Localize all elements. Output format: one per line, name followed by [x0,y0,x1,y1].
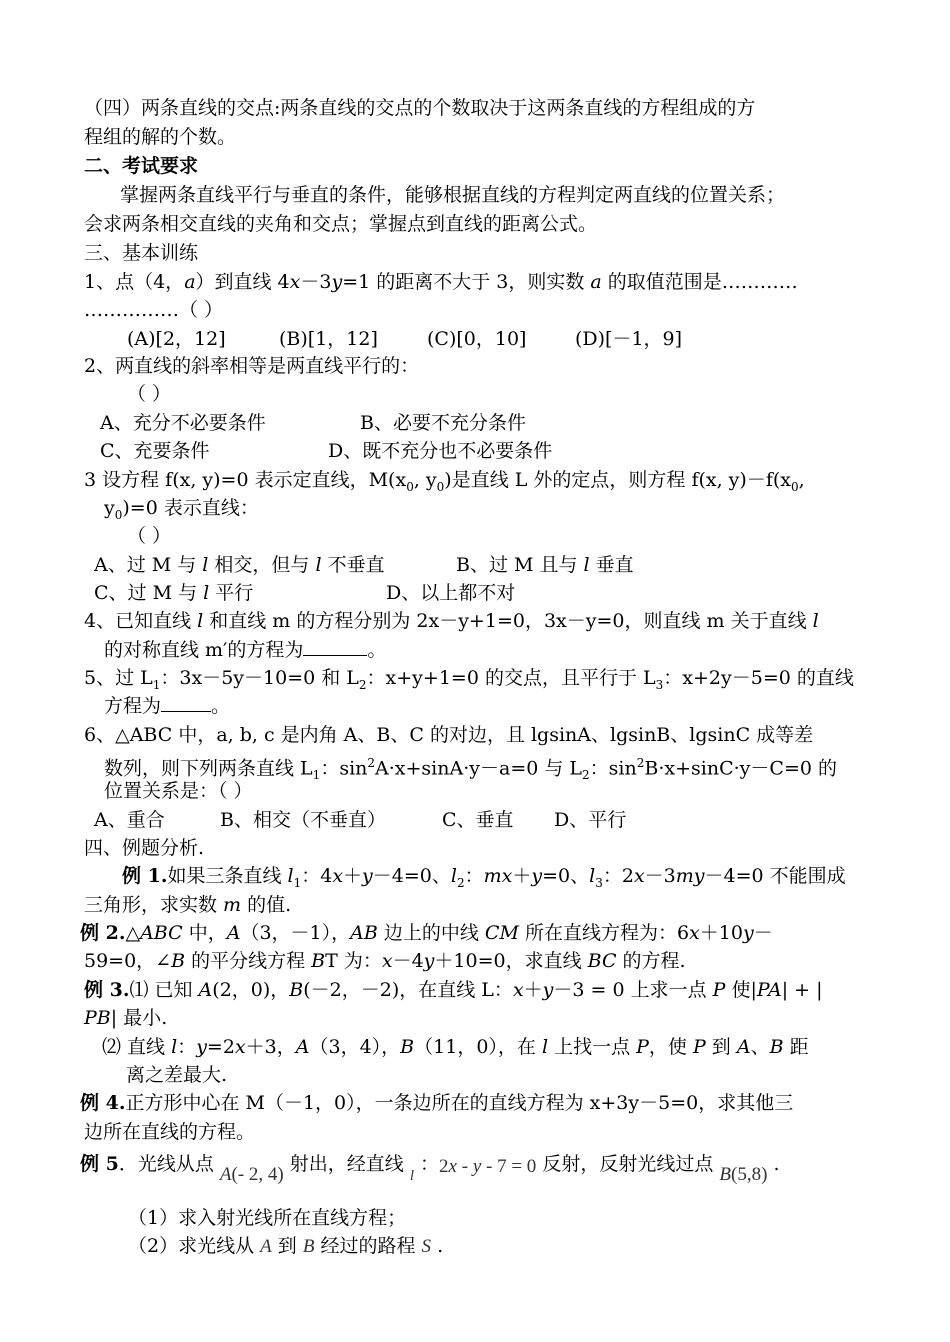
q1-option-b: (B)[1，12] [279,328,378,350]
q6-option-b: B、相交（不垂直） [220,809,386,831]
question-3-options-row2 [94,579,515,607]
q1-option-c: (C)[0，10] [427,328,527,350]
example-5-part1: （1）求入射光线所在直线方程； [128,1207,407,1229]
question-6-line1: 6、△ABC 中，a, b, c 是内角 A、B、C 的对边，且 lgsinA、lgsinB、lgsinC 成等差 [84,724,814,746]
example-1-line1: 例 1.如果三条直线 $l_1$：4x＋y－4=0、$l_2$：mx＋y=0、$l_3$：2x－3my－4=0 不能围成 [122,865,846,890]
example-3-line3: ⑵ 直线 l：y=2x＋3，A（3，4），B（11，0），在 l 上找一点 P，使 P 到 A、B 距 [102,1036,809,1058]
q3-option-c: C、过 M 与 l 平行 [94,582,254,604]
q2-option-d: D、既不充分也不必要条件 [328,440,553,462]
example-3-line1: 例 3.⑴ 已知 A(2，0)，B(－2，－2)，在直线 L：x＋y－3 = 0 上求一点 P 使|PA| + | [84,979,823,1001]
question-1-options [127,325,682,353]
question-2-options-row1 [100,409,526,437]
question-5-line2: 方程为 。 [104,695,231,717]
question-4-line1: 4、已知直线 l 和直线 m 的方程分别为 2x－y+1=0，3x－y=0，则直线 m 关于直线 l [84,610,819,632]
q6-option-a: A、重合 [94,809,165,831]
example-5-part2: （2）求光线从 A 到 B 经过的路程 S . [128,1235,444,1257]
example-2-line1: 例 2.△ABC 中，A（3，－1），AB 边上的中线 CM 所在直线方程为：6x＋10y－ [80,922,773,944]
q1-option-a: (A)[2，12] [127,328,226,350]
heading-examples: 四、例题分析. [84,837,205,859]
example-3-line4: 离之差最大. [126,1064,228,1086]
q2-option-a: A、充分不必要条件 [100,412,266,434]
example-3-line2: PB| 最小. [84,1007,168,1029]
example-5-line1: 例 5．光线从点 A(- 2, 4) 射出，经直线 $_l$ ：2x - y - 7 = 0 反射，反射光线过点 B(5,8) . [80,1153,780,1185]
question-6-options [94,806,626,834]
q2-option-c: C、充要条件 [100,440,210,462]
question-3-options-row1 [94,551,634,579]
example-4-line1: 例 4.正方形中心在 M（－1，0），一条边所在的直线方程为 x+3y－5=0，求其他三 [80,1092,794,1114]
question-6-line2: 数列，则下列两条直线 $L_1$：$\sin^2A\cdot x+\sin A\cdot y-a=0$ 与 $L_2$：$\sin^2B\cdot x+\sin C\cdot y-C=0$ 的 [104,756,837,783]
question-2-options-row2 [100,437,552,465]
question-3-paren: （ ） [127,525,172,547]
question-1-line2: ……………（ ） [84,299,224,321]
q3-option-b: B、过 M 且与 l 垂直 [456,554,634,576]
question-2-line1: 2、两直线的斜率相等是两直线平行的： [84,355,420,377]
example-1-line2: 三角形，求实数 m 的值. [84,894,292,916]
q1-option-d: (D)[－1，9] [575,328,683,350]
q3-option-a: A、过 M 与 l 相交，但与 l 不垂直 [94,554,385,576]
question-5-line1: 5、过 $L_1$：3x－5y－10=0 和 $L_2$：x+y+1=0 的交点，且平行于 $L_3$：x+2y－5=0 的直线 [84,667,854,692]
requirements-line1: 掌握两条直线平行与垂直的条件，能够根据直线的方程判定两直线的位置关系； [120,184,786,206]
heading-basic-training: 三、基本训练 [84,242,199,264]
q2-option-b: B、必要不充分条件 [360,412,526,434]
section4-text-line1: （四）两条直线的交点:两条直线的交点的个数取决于这两条直线的方程组成的方 [84,97,756,119]
question-3-line1: 3 设方程 f(x, y)=0 表示定直线，$M(x_0$, $y_0$)是直线 L 外的定点，则方程 f(x, $y)-f(x_0$, [84,469,805,494]
section4-text-line2: 程组的解的个数。 [84,126,237,148]
q3-option-d: D、以上都不对 [386,582,516,604]
question-4-line2: 的对称直线 m′的方程为 。 [104,639,387,661]
question-6-line3: 位置关系是：（ ） [104,780,253,802]
q6-option-c: C、垂直 [442,809,514,831]
question-2-paren: （ ） [127,383,172,405]
example-4-line2: 边所在直线的方程。 [84,1121,256,1143]
q6-option-d: D、平行 [554,809,627,831]
requirements-line2: 会求两条相交直线的夹角和交点；掌握点到直线的距离公式。 [84,213,598,235]
question-3-line2: $y_0)=0$ 表示直线： [104,497,259,522]
question-1-line1: 1、点（4，a）到直线 4x－3y=1 的距离不大于 3，则实数 a 的取值范围是………… [84,271,798,293]
example-2-line2: 59=0，∠B 的平分线方程 BT 为：x－4y＋10=0，求直线 BC 的方程. [84,950,686,972]
heading-exam-requirements: 二、考试要求 [84,155,199,177]
